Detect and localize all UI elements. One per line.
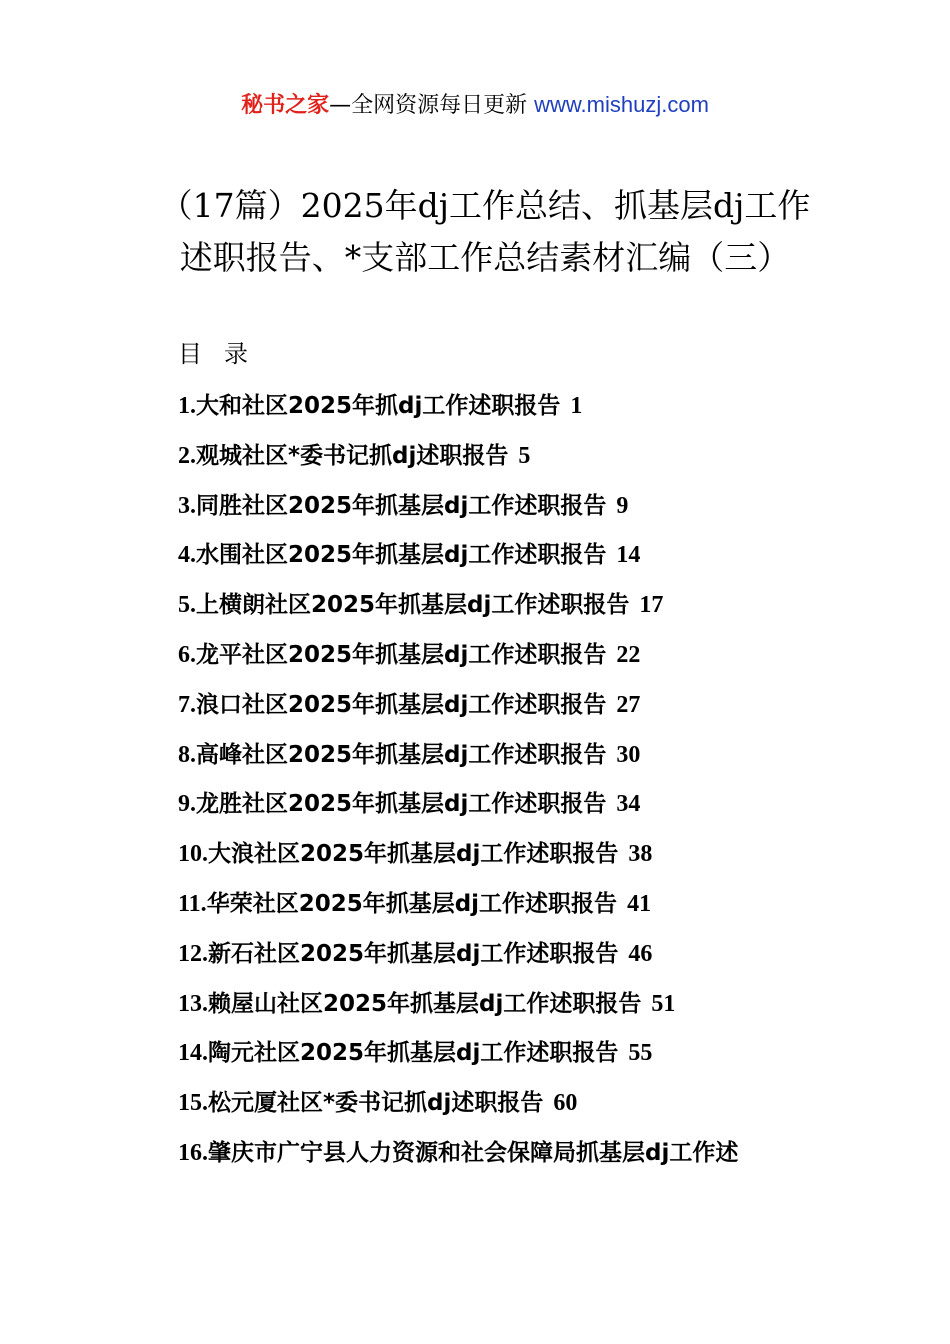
toc-entry-page: 60 [553,1090,578,1117]
toc-entry-title: 龙胜社区2025年抓基层dj工作述职报告 [196,791,607,818]
toc-entry[interactable] [178,1077,878,1127]
table-of-contents [178,380,878,1177]
toc-entry-number: 9. [178,791,196,818]
toc-entry-title: 肇庆市广宁县人力资源和社会保障局抓基层dj工作述 [208,1139,739,1166]
toc-entry[interactable] [178,629,878,679]
toc-entry-page: 5 [518,442,531,469]
toc-entry-title: 观城社区*委书记抓dj述职报告 [196,442,509,469]
title-line-1: （17篇）2025年dj工作总结、抓基层dj工作 [159,186,811,225]
toc-entry[interactable] [178,828,878,878]
site-header [0,88,950,123]
toc-entry[interactable] [178,729,878,779]
toc-entry-title: 陶元社区2025年抓基层dj工作述职报告 [208,1040,619,1067]
toc-entry[interactable] [178,978,878,1028]
toc-entry[interactable] [178,928,878,978]
toc-entry-number: 14. [178,1040,208,1067]
toc-heading: 目录 [178,340,270,368]
toc-entry-number: 13. [178,990,208,1017]
toc-entry[interactable] [178,579,878,629]
toc-entry-title: 赖屋山社区2025年抓基层dj工作述职报告 [208,990,642,1017]
site-url-link[interactable]: www.mishuzj.com [534,92,709,117]
toc-entry-page: 55 [628,1040,653,1067]
toc-entry-number: 1. [178,393,196,419]
toc-entry-page: 14 [616,542,641,569]
toc-entry-title: 上横朗社区2025年抓基层dj工作述职报告 [196,592,630,619]
toc-entry-title: 高峰社区2025年抓基层dj工作述职报告 [196,741,607,768]
toc-entry[interactable] [178,480,878,530]
toc-entry-title: 水围社区2025年抓基层dj工作述职报告 [196,542,607,569]
toc-entry-page: 30 [616,741,641,768]
toc-entry[interactable] [178,1027,878,1077]
toc-entry-number: 10. [178,841,208,868]
toc-entry-number: 12. [178,940,208,967]
toc-entry-title: 大和社区2025年抓dj工作述职报告 [196,393,561,419]
toc-entry-page: 34 [616,791,641,818]
toc-entry-number: 2. [178,442,196,469]
toc-entry[interactable] [178,679,878,729]
toc-entry-number: 4. [178,542,196,569]
toc-entry-number: 5. [178,592,196,619]
toc-entry-page: 46 [628,940,653,967]
toc-entry-number: 3. [178,492,196,519]
toc-entry[interactable] [178,878,878,928]
brand-name: 秘书之家 [241,93,330,118]
toc-entry-title: 松元厦社区*委书记抓dj述职报告 [208,1090,544,1117]
toc-entry-number: 8. [178,741,196,768]
toc-entry-page: 17 [639,592,664,619]
toc-entry-title: 大浪社区2025年抓基层dj工作述职报告 [208,841,619,868]
toc-entry-number: 6. [178,641,196,668]
toc-entry-title: 浪口社区2025年抓基层dj工作述职报告 [196,691,607,718]
toc-entry[interactable] [178,778,878,828]
toc-entry-page: 41 [627,890,652,917]
toc-entry-page: 1 [570,393,583,419]
toc-entry-title: 龙平社区2025年抓基层dj工作述职报告 [196,641,607,668]
toc-entry-page: 9 [616,492,629,519]
document-title [130,180,840,284]
toc-entry-title: 新石社区2025年抓基层dj工作述职报告 [208,940,619,967]
toc-entry-page: 27 [616,691,641,718]
toc-entry-title: 同胜社区2025年抓基层dj工作述职报告 [196,492,607,519]
toc-entry[interactable] [178,430,878,480]
toc-entry[interactable] [178,529,878,579]
toc-entry-number: 16. [178,1139,208,1166]
toc-entry[interactable] [178,380,878,430]
header-slogan: —全网资源每日更新 [329,93,535,118]
title-line-2: 述职报告、*支部工作总结素材汇编（三） [179,238,791,277]
toc-entry-number: 11. [178,890,207,917]
toc-entry[interactable] [178,1127,878,1177]
toc-entry-page: 38 [628,841,653,868]
toc-entry-number: 7. [178,691,196,718]
toc-entry-page: 51 [651,990,676,1017]
toc-entry-page: 22 [616,641,641,668]
toc-entry-number: 15. [178,1090,208,1117]
toc-entry-title: 华荣社区2025年抓基层dj工作述职报告 [206,890,618,917]
